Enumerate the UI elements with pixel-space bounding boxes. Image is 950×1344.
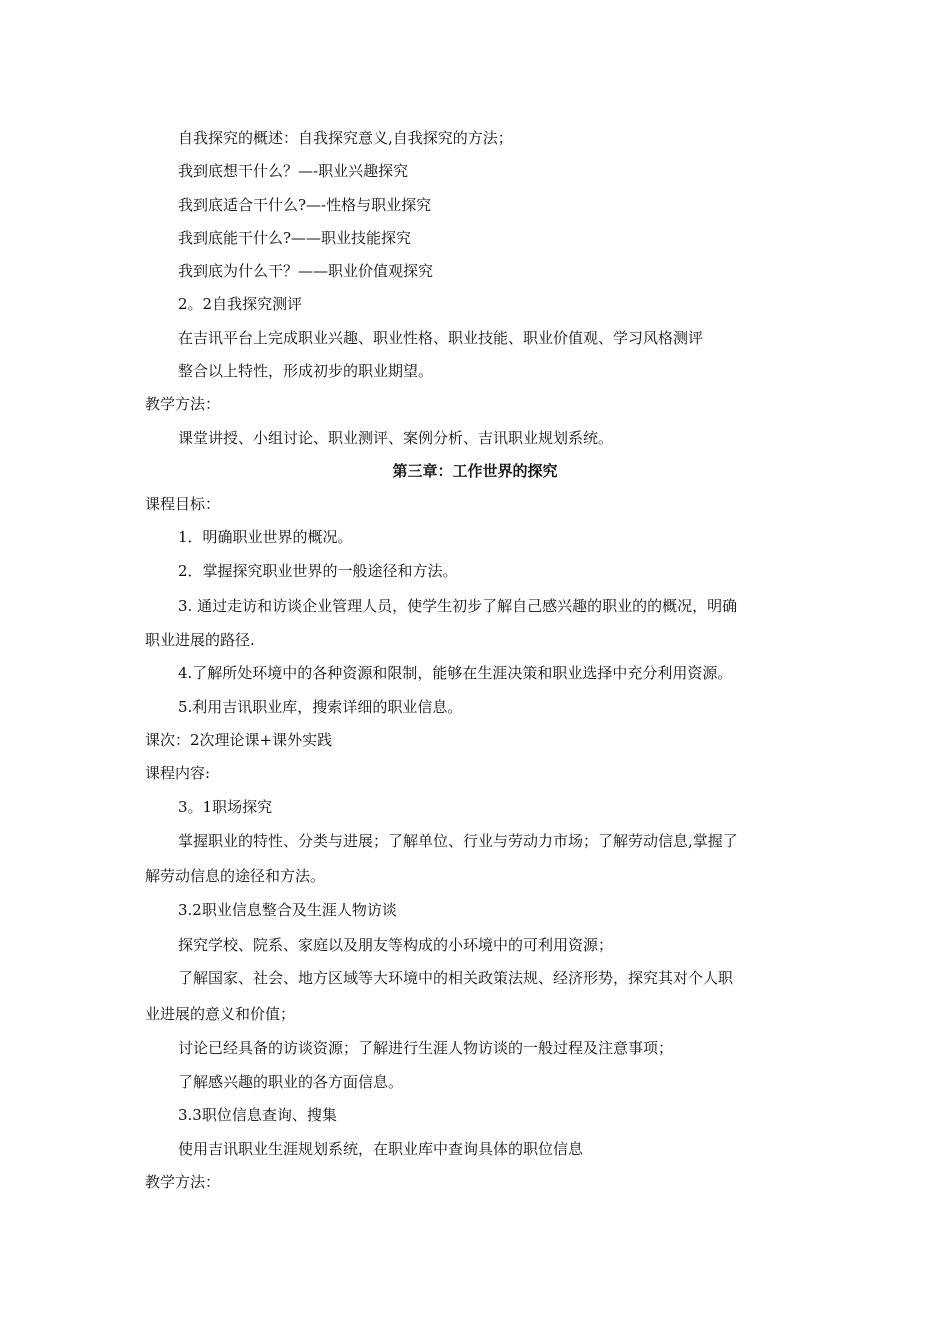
text-line: 整合以上特性，形成初步的职业期望。	[178, 362, 434, 380]
list-item: 3. 通过走访和访谈企业管理人员，使学生初步了解自己感兴趣的职业的的概况，明确	[178, 597, 738, 615]
text-line: 探究学校、院系、家庭以及朋友等构成的小环境中的可利用资源；	[178, 936, 614, 954]
text-line: 了解国家、社会、地方区域等大环境中的相关政策法规、经济形势，探究其对个人职	[178, 969, 734, 987]
text-line: 在吉讯平台上完成职业兴趣、职业性格、职业技能、职业价值观、学习风格测评	[178, 329, 704, 347]
text-line-continuation: 业进展的意义和价值；	[145, 1005, 296, 1023]
text-line: 讨论已经具备的访谈资源；了解进行生涯人物访谈的一般过程及注意事项；	[178, 1039, 674, 1057]
list-item-continuation: 职业进展的路径.	[145, 631, 255, 649]
section-heading: 2。2自我探究测评	[178, 295, 303, 313]
list-item: 2．掌握探究职业世界的一般途径和方法。	[178, 562, 458, 580]
list-item: 5.利用吉讯职业库，搜索详细的职业信息。	[178, 698, 463, 716]
text-line: 我到底适合干什么?—-性格与职业探究	[178, 196, 432, 214]
label-course-content: 课程内容:	[145, 764, 211, 782]
label-course-goals: 课程目标：	[145, 495, 221, 513]
text-line-continuation: 解劳动信息的途径和方法。	[145, 867, 326, 885]
list-item: 1．明确职业世界的概况。	[178, 528, 353, 546]
section-heading: 3。1职场探究	[178, 798, 273, 816]
text-line: 我到底为什么干？——职业价值观探究	[178, 262, 434, 280]
text-line: 掌握职业的特性、分类与进展；了解单位、行业与劳动力市场；了解劳动信息,掌握了	[178, 832, 738, 850]
label-teaching-methods: 教学方法：	[145, 1173, 221, 1191]
list-item: 4.了解所处环境中的各种资源和限制，能够在生涯决策和职业选择中充分利用资源。	[178, 664, 733, 682]
text-line: 课堂讲授、小组讨论、职业测评、案例分析、吉讯职业规划系统。	[178, 429, 614, 447]
text-line: 我到底想干什么？—-职业兴趣探究	[178, 162, 409, 180]
text-line: 自我探究的概述：自我探究意义,自我探究的方法；	[178, 129, 513, 147]
label-sessions: 课次：2次理论课+课外实践	[145, 731, 333, 749]
chapter-title: 第三章：工作世界的探究	[392, 462, 558, 480]
text-line: 使用吉讯职业生涯规划系统，在职业库中查询具体的职位信息	[178, 1140, 584, 1158]
text-line: 了解感兴趣的职业的各方面信息。	[178, 1073, 404, 1091]
label-teaching-methods: 教学方法：	[145, 395, 221, 413]
text-line: 我到底能干什么?——职业技能探究	[178, 229, 412, 247]
section-heading: 3.2职业信息整合及生涯人物访谈	[178, 901, 397, 919]
section-heading: 3.3职位信息查询、搜集	[178, 1106, 337, 1124]
